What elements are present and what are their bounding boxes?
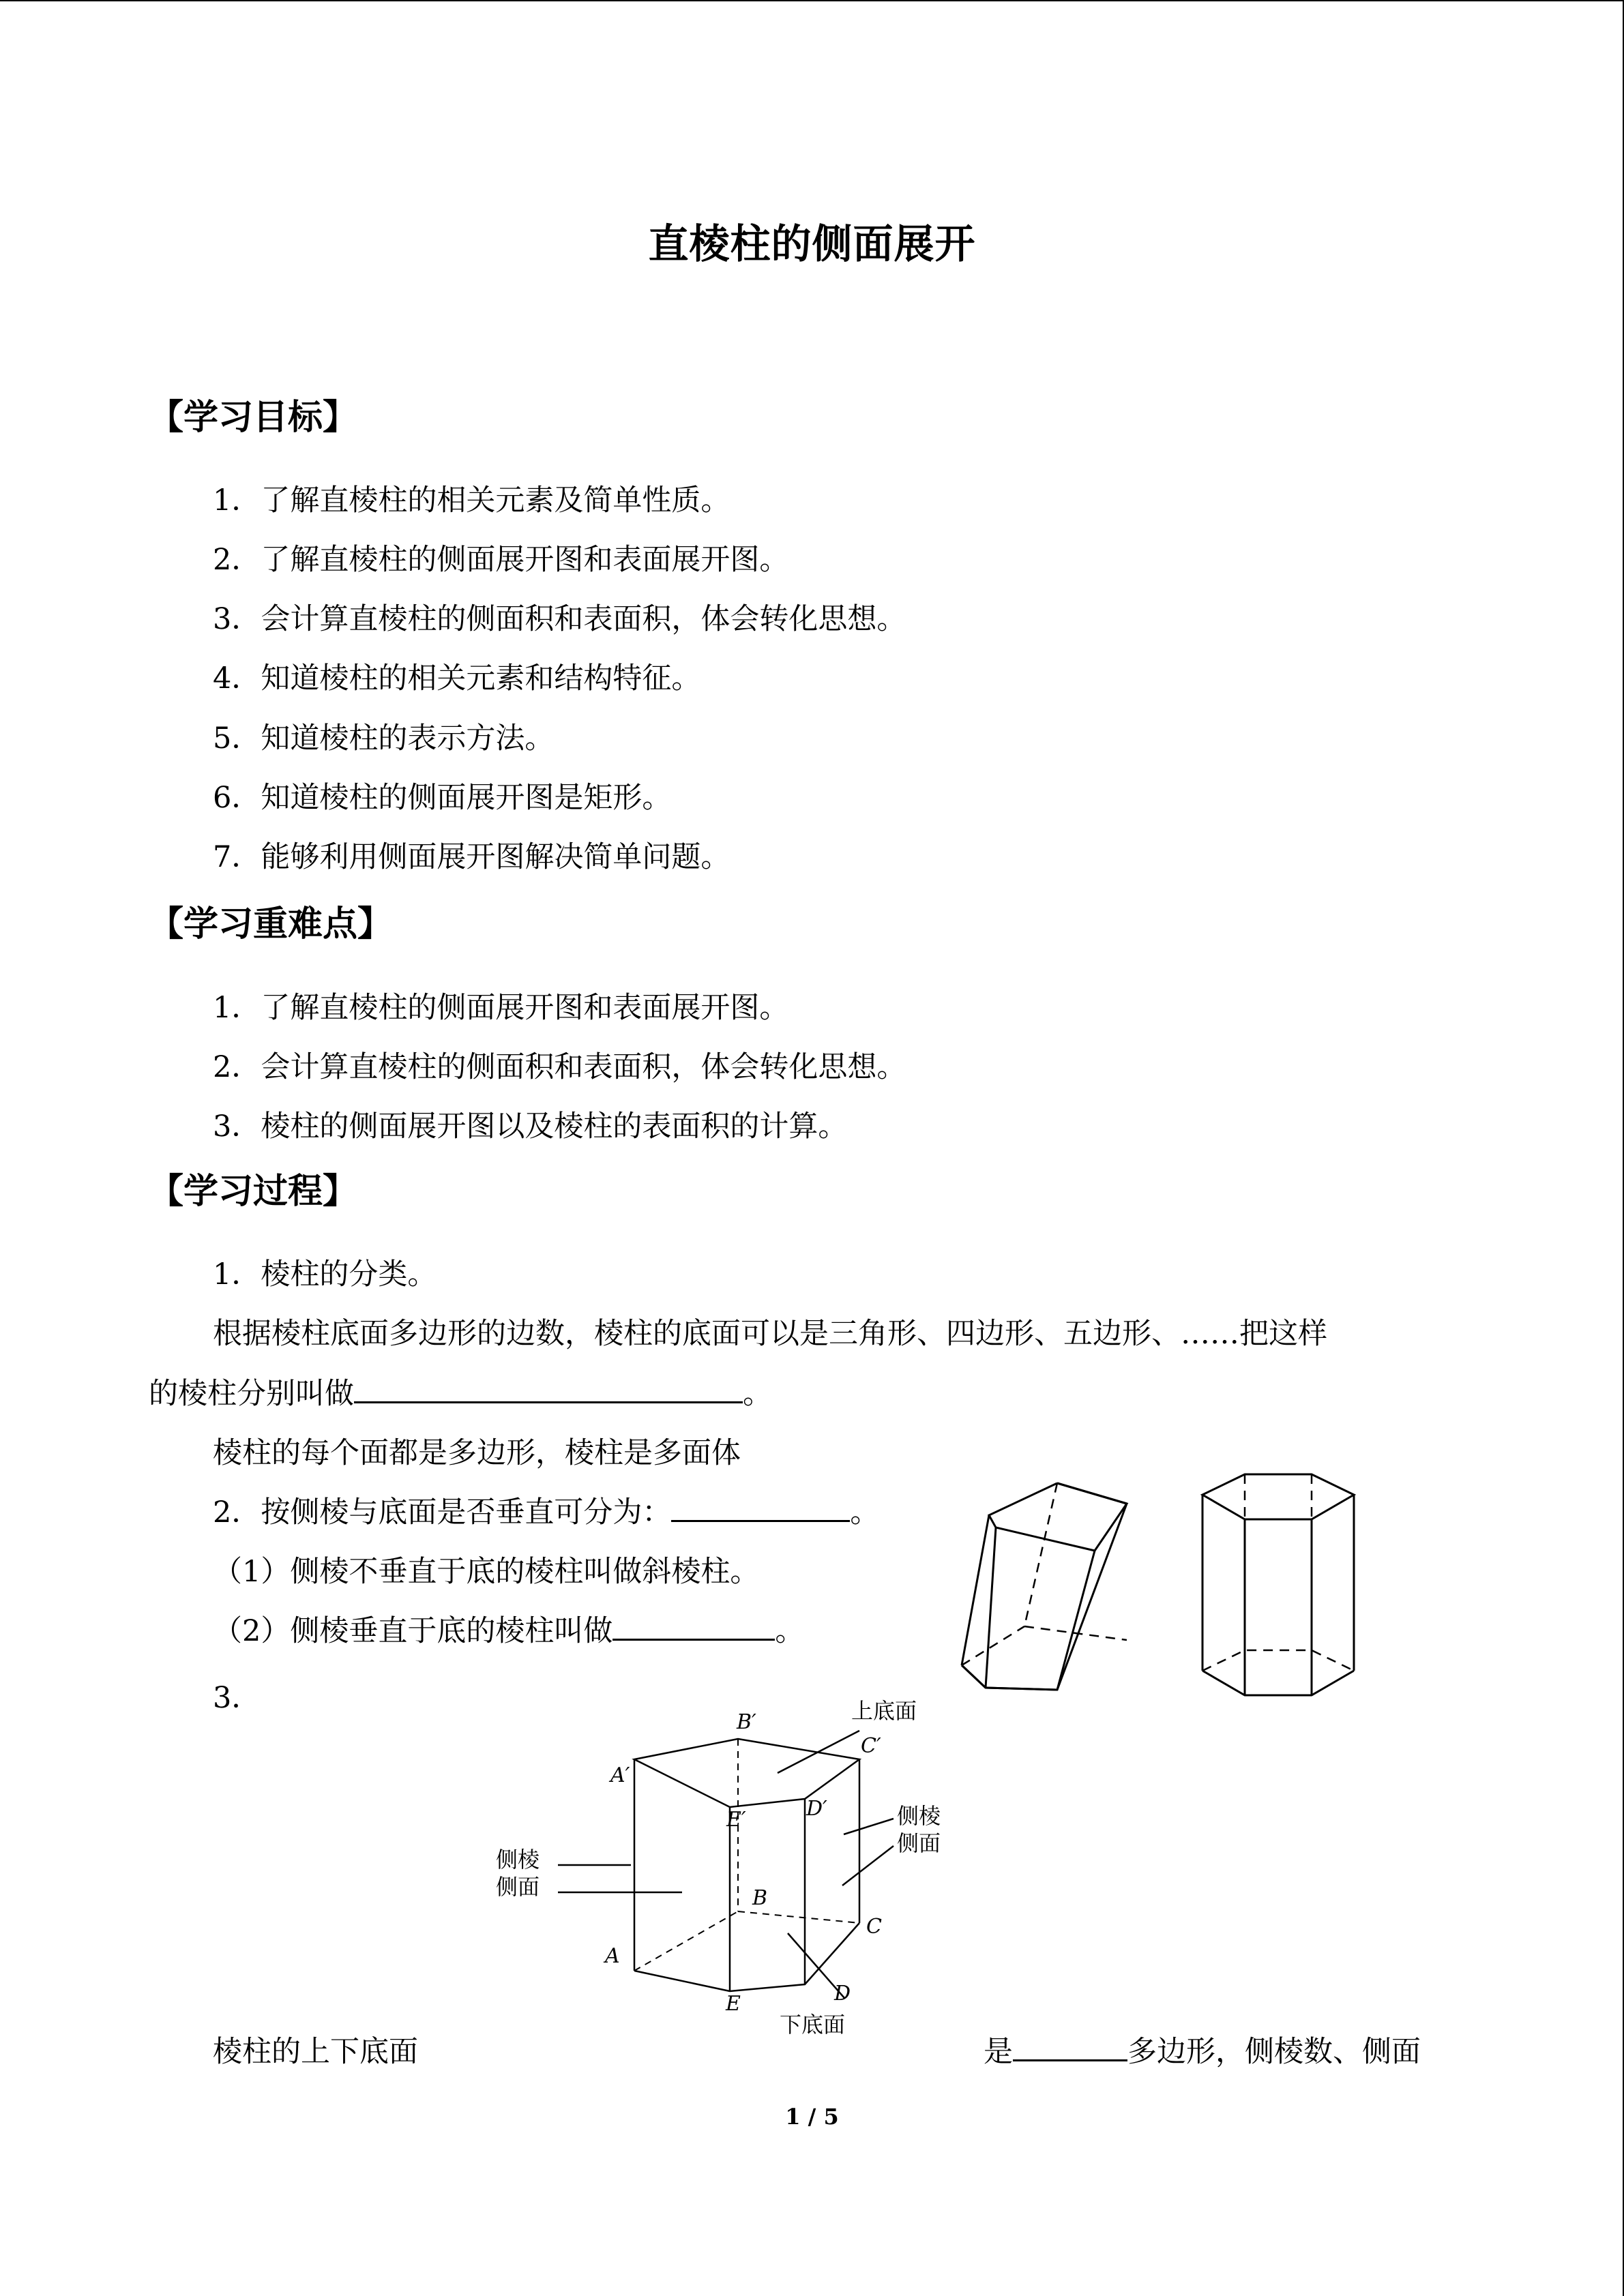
vertex-label: B: [752, 1886, 768, 1910]
key-point-item: 1．了解直棱柱的侧面展开图和表面展开图。: [213, 991, 789, 1025]
vertex-label: A′: [610, 1763, 630, 1787]
prism-top-face: [989, 1483, 1127, 1551]
fill-text: 。: [743, 1377, 772, 1411]
fill-text: （2）侧棱垂直于底的棱柱叫做: [213, 1614, 613, 1648]
vertex-label: A: [605, 1944, 620, 1968]
key-point-item: 2．会计算直棱柱的侧面积和表面积，体会转化思想。: [213, 1050, 906, 1084]
key-point-item: 3．棱柱的侧面展开图以及棱柱的表面积的计算。: [213, 1109, 848, 1144]
goal-item: 1．了解直棱柱的相关元素及简单性质。: [213, 483, 730, 518]
goal-item: 5．知道棱柱的表示方法。: [213, 721, 555, 756]
prism-element-diagram: [477, 1698, 969, 2039]
process-paragraph: 1．棱柱的分类。: [213, 1257, 437, 1292]
fill-text: 。: [775, 1614, 805, 1648]
process-paragraph: （1）侧棱不垂直于底的棱柱叫做斜棱柱。: [213, 1555, 760, 1589]
process-paragraph: 根据棱柱底面多边形的边数，棱柱的底面可以是三角形、四边形、五边形、……把这样: [213, 1317, 1327, 1351]
goal-item: 3．会计算直棱柱的侧面积和表面积，体会转化思想。: [213, 602, 906, 636]
fill-text: 多边形，侧棱数、侧面: [1127, 2035, 1421, 2069]
vertex-label: E′: [726, 1808, 746, 1832]
fill-in-blank[interactable]: [671, 1493, 850, 1522]
hidden-edge: [1024, 1483, 1057, 1626]
fill-text: 是: [984, 2035, 1013, 2069]
annotation-lateral-edge: 侧棱: [496, 1847, 540, 1873]
page-title: 直棱柱的侧面展开: [648, 220, 976, 267]
annotation-lateral-edge: 侧棱: [897, 1803, 941, 1829]
oblique-prism-figure: [948, 1473, 1146, 1698]
fill-text: 的棱柱分别叫做: [149, 1377, 354, 1411]
annotation-bottom-base: 下底面: [780, 2012, 846, 2038]
annotation-top-base: 上底面: [851, 1698, 917, 1724]
right-prism-figure: [1190, 1466, 1368, 1705]
process-paragraph-fill: [213, 1489, 879, 1531]
goal-item: 6．知道棱柱的侧面展开图是矩形。: [213, 781, 672, 815]
prism-top-face: [1202, 1474, 1354, 1519]
fill-text: 。: [850, 1495, 880, 1530]
process-paragraph-fill: [984, 2029, 1421, 2070]
section-heading-key-points: 【学习重难点】: [149, 904, 393, 944]
process-paragraph: 棱柱的每个面都是多边形，棱柱是多面体: [213, 1436, 741, 1470]
annotation-lateral-face: 侧面: [897, 1830, 941, 1856]
fill-in-blank[interactable]: [612, 1611, 775, 1641]
page-number: 1 / 5: [785, 2104, 839, 2130]
vertex-label: B′: [737, 1710, 756, 1734]
goal-item: 4．知道棱柱的相关元素和结构特征。: [213, 661, 701, 696]
process-paragraph: 3．: [213, 1681, 261, 1715]
prism-edges: [962, 1551, 1095, 1690]
section-heading-process: 【学习过程】: [149, 1171, 358, 1212]
vertex-label: D: [834, 1982, 851, 2006]
vertex-label: C: [866, 1915, 882, 1939]
vertex-label: C′: [861, 1734, 881, 1758]
goal-item: 7．能够利用侧面展开图解决简单问题。: [213, 840, 730, 874]
annotation-lateral-face: 侧面: [496, 1874, 540, 1900]
fill-text: 2．按侧棱与底面是否垂直可分为：: [213, 1495, 672, 1530]
process-paragraph: 棱柱的上下底面: [213, 2035, 418, 2069]
section-heading-goals: 【学习目标】: [149, 397, 358, 438]
process-paragraph-fill: [149, 1371, 772, 1412]
fill-in-blank[interactable]: [1013, 2032, 1127, 2061]
vertex-label: D′: [806, 1797, 827, 1821]
goal-item: 2．了解直棱柱的侧面展开图和表面展开图。: [213, 543, 789, 577]
fill-in-blank[interactable]: [354, 1374, 743, 1403]
vertex-label: E: [726, 1992, 741, 2016]
process-paragraph-fill: [213, 1608, 804, 1650]
